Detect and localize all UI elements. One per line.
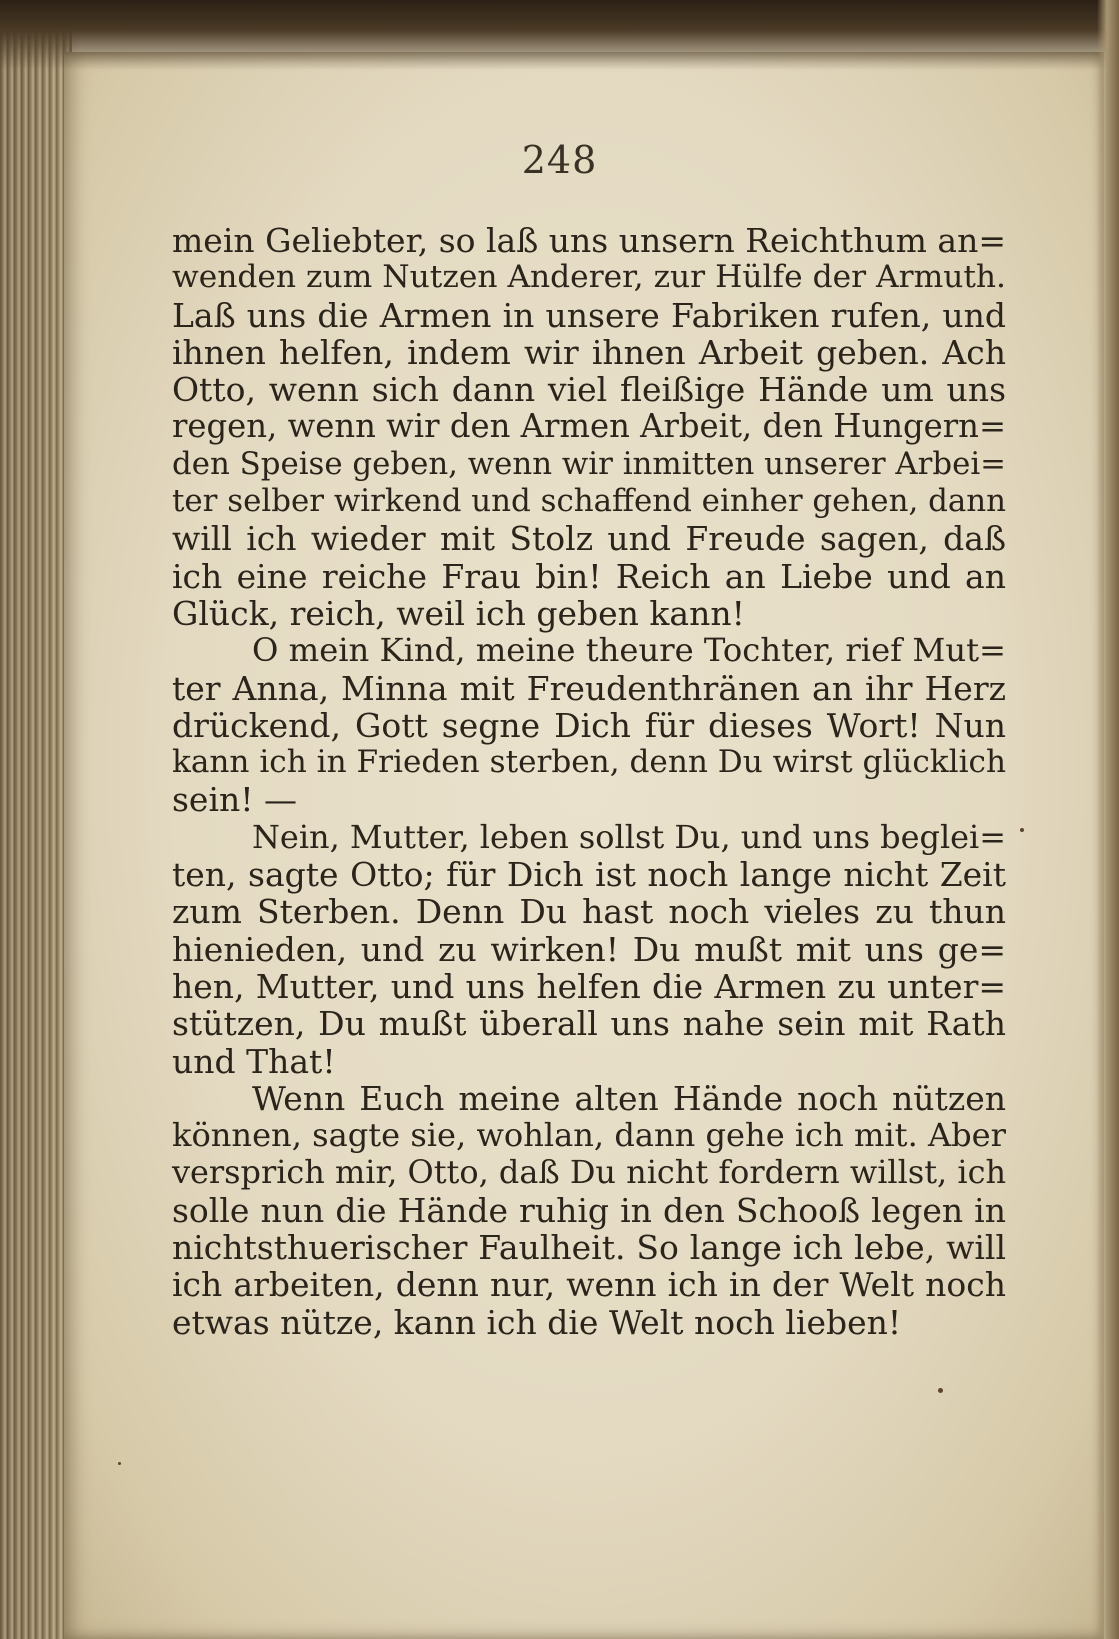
text-line: sein! — <box>172 780 298 820</box>
page-right-edge <box>1097 0 1119 1639</box>
paper-speck <box>938 1388 943 1393</box>
text-line: und That! <box>172 1041 336 1081</box>
text-line: drückend, Gott segne Dich für dieses Wort! Nun <box>172 705 1006 745</box>
text-line: stützen, Du mußt überall uns nahe sein mit Rath <box>172 1004 1006 1044</box>
paragraph <box>172 819 1006 1080</box>
text-line: O mein Kind, meine theure Tochter, rief Mut= <box>252 631 1006 670</box>
text-line: Nein, Mutter, leben sollst Du, und uns beglei= <box>252 817 1006 856</box>
text-line: ter Anna, Minna mit Freudenthränen an ihr Herz <box>172 668 1006 708</box>
text-line: Laß uns die Armen in unsere Fabriken rufen, und <box>172 295 1006 335</box>
text-line: wenden zum Nutzen Anderer, zur Hülfe der Armuth. <box>172 259 1006 296</box>
text-line: hen, Mutter, und uns helfen die Armen zu unter= <box>172 966 1006 1006</box>
text-line: mein Geliebter, so laß uns unsern Reichthum an= <box>172 221 1006 260</box>
paragraph <box>172 1080 1006 1341</box>
binding-shadow <box>0 0 1119 70</box>
text-line: will ich wieder mit Stolz und Freude sagen, daß <box>172 519 1006 559</box>
text-line: versprich mir, Otto, daß Du nicht fordern willst, ich <box>172 1153 1006 1192</box>
text-line: regen, wenn wir den Armen Arbeit, den Hungern= <box>172 407 1006 446</box>
text-line: zum Sterben. Denn Du hast noch vieles zu thun <box>172 892 1006 932</box>
body-text <box>172 222 1006 1341</box>
text-line: Wenn Euch meine alten Hände noch nützen <box>252 1078 1006 1118</box>
text-line: ich arbeiten, denn nur, wenn ich in der Welt noch <box>172 1265 1006 1305</box>
text-line: nichtsthuerischer Faulheit. So lange ich lebe, will <box>172 1228 1006 1268</box>
text-line: ten, sagte Otto; für Dich ist noch lange nicht Zeit <box>172 855 1006 895</box>
page-stack-edge <box>0 0 72 1639</box>
text-line: können, sagte sie, wohlan, dann gehe ich mit. Aber <box>172 1116 1006 1155</box>
page-number: 248 <box>521 138 598 182</box>
text-line: Otto, wenn sich dann viel fleißige Hände um uns <box>172 370 1006 410</box>
text-line: hienieden, und zu wirken! Du mußt mit uns ge= <box>172 929 1006 969</box>
text-line: Glück, reich, weil ich geben kann! <box>172 593 745 633</box>
text-line: ich eine reiche Frau bin! Reich an Liebe und an <box>172 556 1006 596</box>
text-line: den Speise geben, wenn wir inmitten unserer Arbei= <box>172 445 1006 482</box>
text-line: kann ich in Frieden sterben, denn Du wirst glücklich <box>172 744 1006 781</box>
text-line: solle nun die Hände ruhig in den Schooß legen in <box>172 1190 1006 1230</box>
paper-speck <box>118 1462 121 1465</box>
text-line: ter selber wirkend und schaffend einher gehen, dann <box>172 483 1006 520</box>
paper-speck <box>1020 828 1024 832</box>
paragraph <box>172 632 1006 818</box>
paragraph <box>172 222 1006 632</box>
text-line: etwas nütze, kann ich die Welt noch lieben! <box>172 1302 902 1342</box>
text-line: ihnen helfen, indem wir ihnen Arbeit geben. Ach <box>172 332 1006 372</box>
